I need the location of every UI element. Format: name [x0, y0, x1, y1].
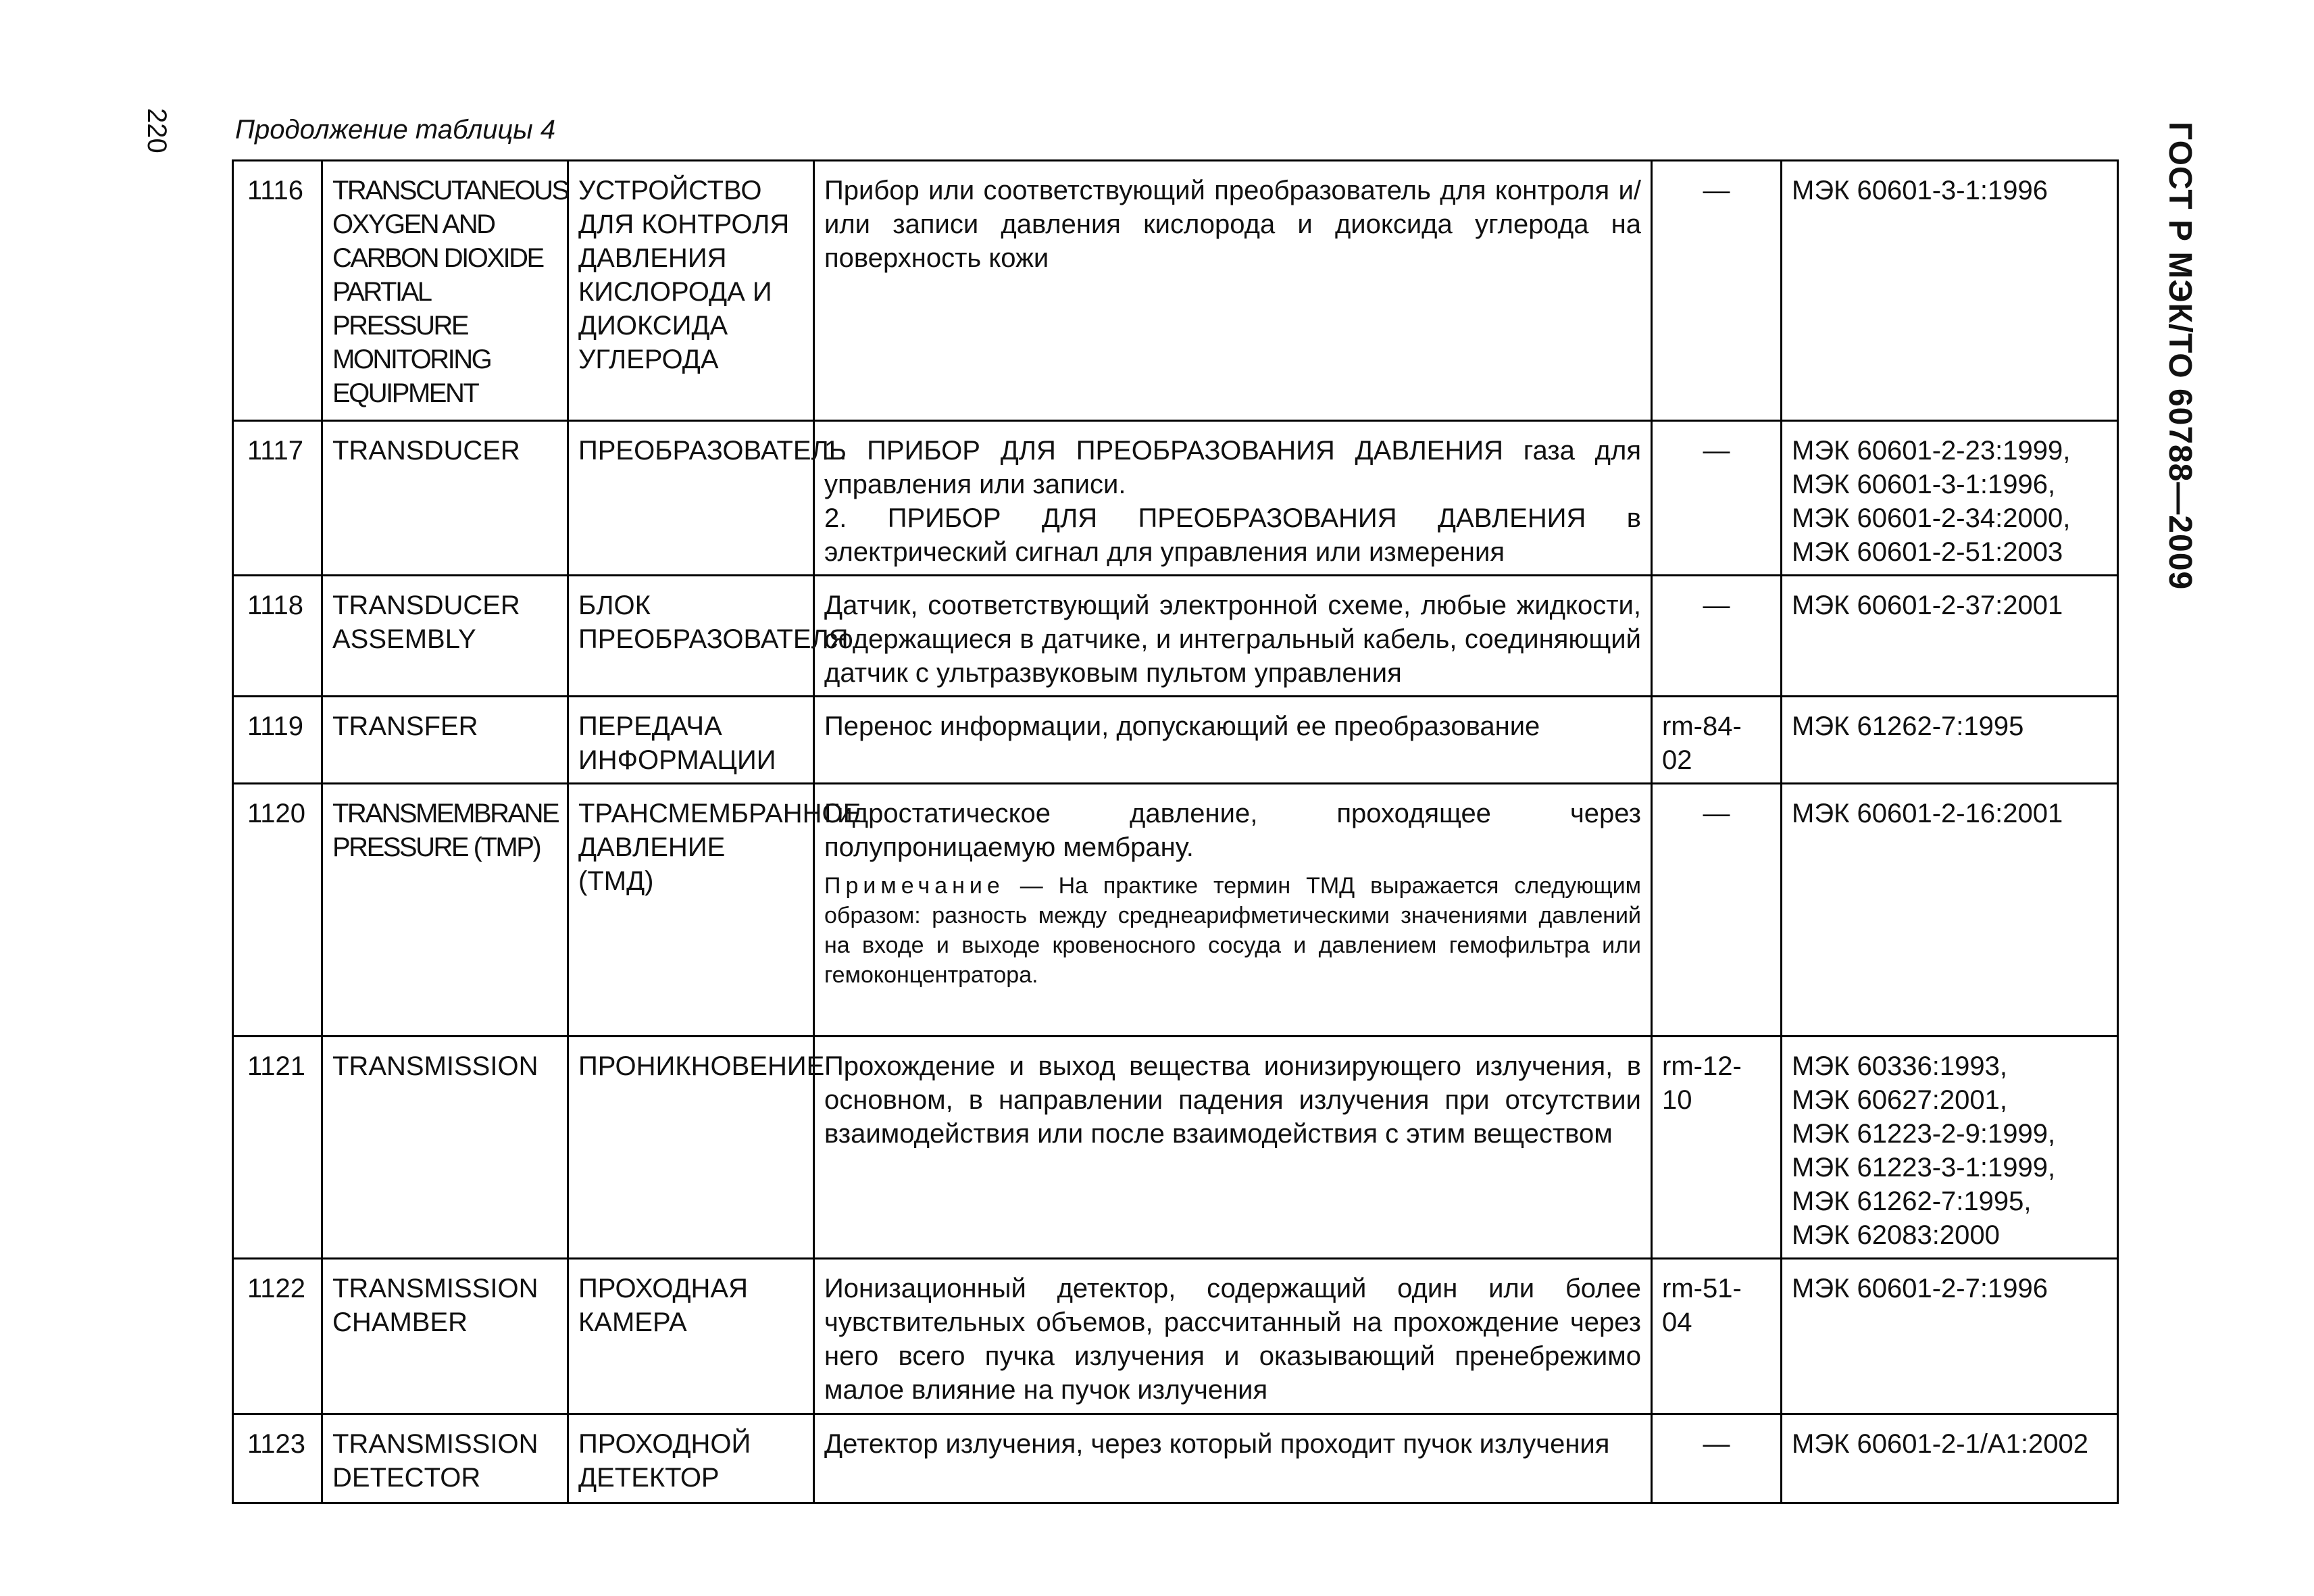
term-definition — [814, 421, 1652, 576]
term-number: 1117 — [233, 421, 322, 576]
table-row — [233, 784, 2118, 1037]
term-russian: ПЕРЕДАЧА ИНФОРМАЦИИ — [568, 697, 814, 784]
term-english: TRANSMISSION — [322, 1037, 568, 1259]
reference: МЭК 61262-7:1995 — [1792, 712, 2024, 741]
reference: МЭК 60601-2-1/A1:2002 — [1792, 1429, 2088, 1459]
reference: МЭК 62083:2000 — [1792, 1220, 2000, 1250]
term-english: TRANSDUCER — [322, 421, 568, 576]
term-code: rm-12-10 — [1652, 1037, 1782, 1259]
reference: МЭК 60601-2-34:2000, — [1792, 503, 2071, 533]
reference: МЭК 61262-7:1995, — [1792, 1187, 2032, 1216]
term-number: 1119 — [233, 697, 322, 784]
term-references — [1782, 421, 2118, 576]
table-row — [233, 161, 2118, 421]
reference: МЭК 60601-2-51:2003 — [1792, 537, 2063, 567]
term-english: TRANSMISSION DETECTOR — [322, 1414, 568, 1503]
reference: МЭК 60601-2-7:1996 — [1792, 1274, 2048, 1303]
term-code: rm-84-02 — [1652, 697, 1782, 784]
term-english: TRANSDUCER ASSEMBLY — [322, 576, 568, 697]
term-references — [1782, 1037, 2118, 1259]
table-row — [233, 1414, 2118, 1503]
term-code: — — [1652, 421, 1782, 576]
term-code: — — [1652, 1414, 1782, 1503]
reference: МЭК 60601-3-1:1996, — [1792, 470, 2056, 499]
term-english: TRANSMEMBRANE PRESSURE (TMP) — [322, 784, 568, 1037]
terms-table — [232, 159, 2119, 1504]
term-code: — — [1652, 161, 1782, 421]
table-row — [233, 576, 2118, 697]
reference: МЭК 60627:2001, — [1792, 1085, 2007, 1115]
definition-line: 2. ПРИБОР ДЛЯ ПРЕОБРАЗОВАНИЯ ДАВЛЕНИЯ в электрический сигнал для управления или измерения — [824, 503, 1641, 567]
term-definition: Перенос информации, допускающий ее преобразование — [814, 697, 1652, 784]
definition-note — [824, 871, 1641, 990]
term-definition: Датчик, соответствующий электронной схеме, любые жидкости, содержащиеся в датчике, и интегральный кабель, соединяющий датчик с ультразвуковым пультом управления — [814, 576, 1652, 697]
term-definition — [814, 784, 1652, 1037]
term-references — [1782, 576, 2118, 697]
reference: МЭК 61223-3-1:1999, — [1792, 1153, 2056, 1182]
term-russian: ТРАНСМЕМБРАННОЕ ДАВЛЕНИЕ (ТМД) — [568, 784, 814, 1037]
term-definition: Детектор излучения, через который проходит пучок излучения — [814, 1414, 1652, 1503]
page-number: 220 — [142, 108, 172, 153]
term-references — [1782, 1414, 2118, 1503]
term-references — [1782, 1259, 2118, 1414]
term-number: 1120 — [233, 784, 322, 1037]
term-russian: ПРОХОДНАЯ КАМЕРА — [568, 1259, 814, 1414]
term-number: 1116 — [233, 161, 322, 421]
definition-line: 1. ПРИБОР ДЛЯ ПРЕОБРАЗОВАНИЯ ДАВЛЕНИЯ газа для управления или записи. — [824, 436, 1641, 499]
table-row — [233, 421, 2118, 576]
reference: МЭК 60601-2-23:1999, — [1792, 436, 2071, 466]
table-row — [233, 1037, 2118, 1259]
definition-text: Гидростатическое давление, проходящее через полупроницаемую мембрану. — [824, 799, 1641, 862]
term-russian: ПРОНИКНОВЕНИЕ — [568, 1037, 814, 1259]
reference: МЭК 60601-2-37:2001 — [1792, 591, 2063, 620]
table-caption: Продолжение таблицы 4 — [235, 115, 556, 145]
table-row — [233, 697, 2118, 784]
reference: МЭК 60601-2-16:2001 — [1792, 799, 2063, 828]
term-references — [1782, 697, 2118, 784]
term-references — [1782, 784, 2118, 1037]
term-references — [1782, 161, 2118, 421]
term-code: — — [1652, 784, 1782, 1037]
reference: МЭК 60601-3-1:1996 — [1792, 176, 2048, 205]
term-definition: Ионизационный детектор, содержащий один или более чувствительных объемов, рассчитанный на прохождение через него всего пучка излучения и оказывающий пренебрежимо малое влияние на пучок излучения — [814, 1259, 1652, 1414]
term-english: TRANSMISSION CHAMBER — [322, 1259, 568, 1414]
term-number: 1123 — [233, 1414, 322, 1503]
note-text: — На практике термин ТМД выражается следующим образом: разность между среднеарифметическими значениями давлений на входе и выходе кровеносного сосуда и давлением гемофильтра или гемоконцентратора. — [824, 873, 1641, 988]
term-code: — — [1652, 576, 1782, 697]
term-russian: БЛОК ПРЕОБРАЗОВАТЕЛЯ — [568, 576, 814, 697]
term-russian: ПРЕОБРАЗОВАТЕЛЬ — [568, 421, 814, 576]
document-code: ГОСТ Р МЭК/ТО 60788—2009 — [2162, 122, 2198, 591]
term-russian: УСТРОЙСТВО ДЛЯ КОНТРОЛЯ ДАВЛЕНИЯ КИСЛОРОДА И ДИОКСИДА УГЛЕРОДА — [568, 161, 814, 421]
term-definition: Прохождение и выход вещества ионизирующего излучения, в основном, в направлении падения излучения при отсутствии взаимодействия или после взаимодействия с этим веществом — [814, 1037, 1652, 1259]
table-row — [233, 1259, 2118, 1414]
reference: МЭК 60336:1993, — [1792, 1051, 2007, 1081]
term-number: 1121 — [233, 1037, 322, 1259]
term-number: 1122 — [233, 1259, 322, 1414]
reference: МЭК 61223-2-9:1999, — [1792, 1119, 2056, 1149]
term-code: rm-51-04 — [1652, 1259, 1782, 1414]
term-russian: ПРОХОДНОЙ ДЕТЕКТОР — [568, 1414, 814, 1503]
term-english: TRANSFER — [322, 697, 568, 784]
note-label: Примечание — [824, 873, 1005, 899]
term-number: 1118 — [233, 576, 322, 697]
term-definition: Прибор или соответствующий преобразователь для контроля и/или записи давления кислорода и диоксида углерода на поверхность кожи — [814, 161, 1652, 421]
term-english: TRANSCUTANEOUS OXYGEN AND CARBON DIOXIDE PARTIAL PRESSURE MONITORING EQUIPMENT — [322, 161, 568, 421]
